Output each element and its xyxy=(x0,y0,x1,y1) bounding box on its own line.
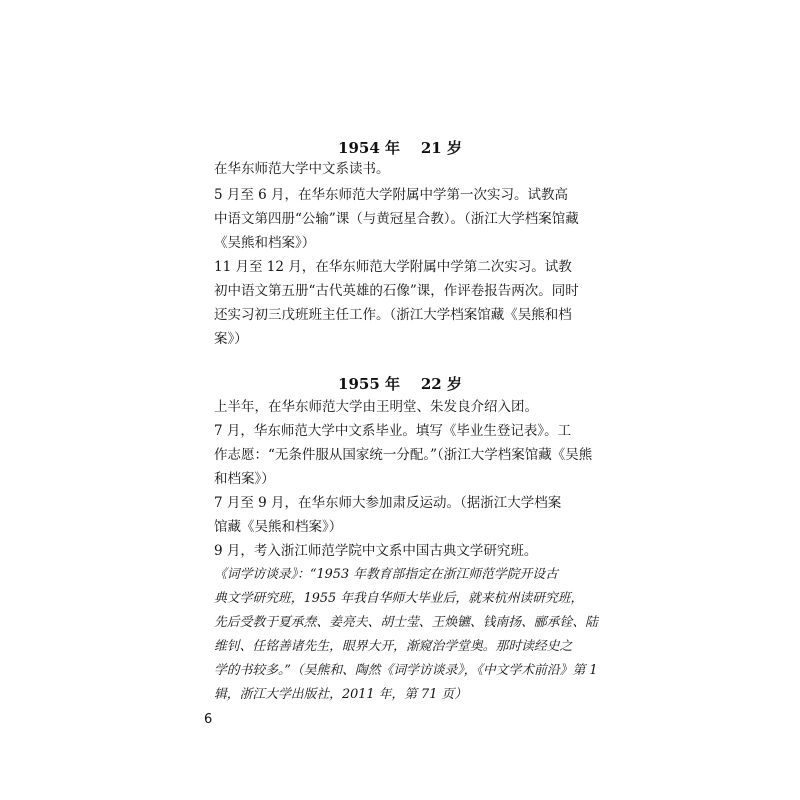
text-line: 在华东师范大学中文系读书。 xyxy=(214,161,390,177)
text-line: 9 月，考入浙江师范学院中文系中国古典文学研究班。 xyxy=(214,543,538,559)
quote-line: 《词学访谈录》：“1953 年教育部指定在浙江师范学院开设古 xyxy=(214,567,558,582)
text-line: 《吴熊和档案》） xyxy=(214,235,316,251)
page-number: 6 xyxy=(204,712,213,727)
text-line: 中语文第四册“公输”课（与黄冠星合教）。（浙江大学档案馆藏 xyxy=(214,211,579,227)
text-line: 11 月至 12 月，在华东师范大学附属中学第二次实习。试教 xyxy=(214,259,572,275)
quote-line: 典文学研究班，1955 年我自华师大毕业后，就来杭州读研究班， xyxy=(214,591,584,606)
text-line: 案》） xyxy=(214,331,248,347)
text-line: 和档案》） xyxy=(214,471,275,487)
quote-line: 维钊、任铭善诸先生，眼界大开，渐窥治学堂奥。那时读经史之 xyxy=(214,639,573,654)
quote-line: 辑，浙江大学出版社，2011 年，第 71 页） xyxy=(214,687,468,702)
section-heading-1954: 1954 年 21 岁 xyxy=(338,139,462,157)
text-line: 初中语文第五册“古代英雄的石像”课，作评卷报告两次。同时 xyxy=(214,283,579,299)
text-line: 作志愿：“无条件服从国家统一分配。”（浙江大学档案馆藏《吴熊 xyxy=(214,447,593,463)
section-heading-1955: 1955 年 22 岁 xyxy=(338,375,462,393)
text-line: 还实习初三戊班班主任工作。（浙江大学档案馆藏《吴熊和档 xyxy=(214,307,572,323)
text-line: 5 月至 6 月，在华东师范大学附属中学第一次实习。试教高 xyxy=(214,187,569,203)
text-line: 上半年，在华东师范大学由王明堂、朱发良介绍入团。 xyxy=(214,399,538,415)
text-line: 7 月至 9 月，在华东师大参加肃反运动。（据浙江大学档案 xyxy=(214,495,562,511)
quote-line: 学的书较多。”（吴熊和、陶然《词学访谈录》，《中文学术前沿》第 1 xyxy=(214,663,598,678)
text-line: 馆藏《吴熊和档案》） xyxy=(214,519,343,535)
text-line: 7 月，华东师范大学中文系毕业。填写《毕业生登记表》。工 xyxy=(214,423,572,439)
quote-line: 先后受教于夏承焘、姜亮夫、胡士莹、王焕镳、钱南扬、郦承铨、陆 xyxy=(214,615,598,630)
